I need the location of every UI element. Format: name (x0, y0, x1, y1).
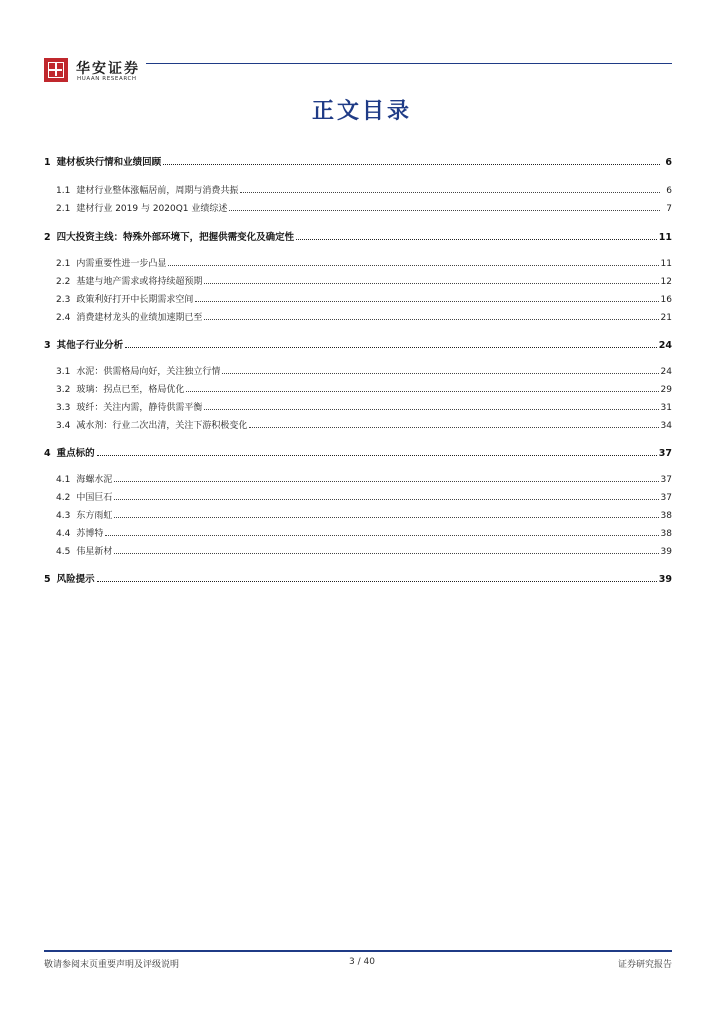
toc-entry-number: 3.2 (56, 385, 71, 395)
header-divider (146, 63, 672, 64)
toc-dot-leader (97, 454, 657, 456)
toc-dot-leader (204, 408, 658, 410)
toc-entry-page: 12 (660, 277, 672, 287)
toc-entry-title: 基建与地产需求或将持续超预期 (76, 277, 203, 287)
toc-entry-number: 3.1 (56, 367, 71, 377)
toc-entry-subsection[interactable] (44, 198, 672, 214)
toc-entry-number: 3 (44, 340, 51, 351)
toc-entry-number: 2.1 (56, 259, 71, 269)
toc-dot-leader (195, 300, 658, 302)
toc-entry-page: 39 (660, 547, 672, 557)
toc-entry-title: 风险提示 (56, 574, 95, 585)
toc-entry-number: 4.2 (56, 493, 71, 503)
company-logo (44, 58, 68, 82)
toc-entry-page: 38 (660, 529, 672, 539)
toc-entry-page: 6 (666, 186, 672, 196)
toc-dot-leader (114, 552, 658, 554)
toc-entry-page: 37 (660, 493, 672, 503)
toc-dot-leader (114, 480, 658, 482)
toc-entry-subsection[interactable] (44, 487, 672, 503)
toc-entry-page: 11 (658, 232, 672, 243)
toc-entry-page: 24 (660, 367, 672, 377)
toc-entry-page: 7 (666, 204, 672, 214)
page-number: 3 / 40 (349, 957, 375, 967)
toc-entry-subsection[interactable] (44, 289, 672, 305)
toc-dot-leader (240, 191, 660, 193)
toc-dot-leader (204, 282, 658, 284)
toc-entry-number: 4.3 (56, 511, 71, 521)
brand-name-en: HUAAN RESEARCH (77, 76, 137, 82)
toc-entry-title: 玻纤：关注内需，静待供需平衡 (76, 403, 203, 413)
toc-dot-leader (114, 516, 658, 518)
toc-dot-leader (204, 318, 658, 320)
toc-entry-page: 29 (660, 385, 672, 395)
toc-entry-number: 3.4 (56, 421, 71, 431)
toc-entry-title: 消费建材龙头的业绩加速期已至 (76, 313, 203, 323)
toc-entry-number: 5 (44, 574, 51, 585)
toc-entry-number: 2.3 (56, 295, 71, 305)
toc-entry-subsection[interactable] (44, 469, 672, 485)
toc-entry-page: 31 (660, 403, 672, 413)
toc-dot-leader (105, 534, 658, 536)
toc-entry-subsection[interactable] (44, 253, 672, 269)
toc-dot-leader (163, 163, 660, 165)
toc-entry-section[interactable] (44, 335, 672, 351)
toc-entry-page: 24 (658, 340, 672, 351)
toc-entry-title: 建材板块行情和业绩回顾 (56, 157, 162, 168)
toc-entry-section[interactable] (44, 227, 672, 243)
toc-entry-page: 16 (660, 295, 672, 305)
toc-dot-leader (186, 390, 658, 392)
toc-entry-page: 34 (660, 421, 672, 431)
toc-entry-title: 苏博特 (76, 529, 104, 539)
toc-entry-page: 39 (658, 574, 672, 585)
toc-dot-leader (114, 498, 658, 500)
toc-entry-title: 内需重要性进一步凸显 (76, 259, 167, 269)
toc-entry-page: 11 (660, 259, 672, 269)
toc-entry-number: 2.2 (56, 277, 71, 287)
page-title: 正文目录 (311, 99, 412, 124)
toc-entry-number: 2.4 (56, 313, 71, 323)
toc-dot-leader (229, 209, 660, 211)
toc-entry-subsection[interactable] (44, 505, 672, 521)
toc-dot-leader (249, 426, 658, 428)
toc-dot-leader (168, 264, 658, 266)
toc-dot-leader (125, 346, 657, 348)
toc-entry-title: 重点标的 (56, 448, 95, 459)
toc-entry-page: 6 (665, 157, 672, 168)
toc-entry-number: 2.1 (56, 204, 71, 214)
toc-entry-subsection[interactable] (44, 307, 672, 323)
toc-entry-title: 建材行业整体涨幅居前，周期与消费共振 (76, 186, 239, 196)
toc-entry-number: 4.1 (56, 475, 71, 485)
toc-entry-title: 政策利好打开中长期需求空间 (76, 295, 194, 305)
toc-entry-subsection[interactable] (44, 361, 672, 377)
toc-entry-title: 伟星新材 (76, 547, 113, 557)
toc-entry-page: 21 (660, 313, 672, 323)
toc-entry-subsection[interactable] (44, 271, 672, 287)
toc-entry-section[interactable] (44, 443, 672, 459)
toc-entry-subsection[interactable] (44, 397, 672, 413)
toc-entry-page: 37 (660, 475, 672, 485)
toc-entry-title: 中国巨石 (76, 493, 113, 503)
toc-entry-title: 四大投资主线：特殊外部环境下，把握供需变化及确定性 (56, 232, 295, 243)
toc-entry-title: 建材行业 2019 与 2020Q1 业绩综述 (76, 204, 228, 214)
toc-entry-subsection[interactable] (44, 180, 672, 196)
toc-entry-number: 4 (44, 448, 51, 459)
toc-entry-number: 4.4 (56, 529, 71, 539)
footer-disclaimer: 敬请参阅末页重要声明及评级说明 (44, 960, 180, 970)
toc-entry-section[interactable] (44, 152, 672, 168)
toc-entry-subsection[interactable] (44, 379, 672, 395)
toc-entry-subsection[interactable] (44, 541, 672, 557)
toc-entry-title: 水泥：供需格局向好，关注独立行情 (76, 367, 221, 377)
toc-entry-number: 4.5 (56, 547, 71, 557)
toc-dot-leader (296, 238, 657, 240)
toc-dot-leader (222, 372, 658, 374)
toc-entry-number: 2 (44, 232, 51, 243)
toc-entry-number: 1.1 (56, 186, 71, 196)
toc-entry-title: 减水剂：行业二次出清，关注下游积极变化 (76, 421, 248, 431)
toc-entry-page: 38 (660, 511, 672, 521)
toc-dot-leader (97, 580, 657, 582)
toc-entry-page: 37 (658, 448, 672, 459)
brand-name-cn: 华安证券 (76, 61, 140, 77)
toc-entry-number: 1 (44, 157, 51, 168)
toc-entry-section[interactable] (44, 569, 672, 585)
toc-entry-title: 玻璃：拐点已至，格局优化 (76, 385, 185, 395)
toc-entry-title: 其他子行业分析 (56, 340, 124, 351)
toc-entry-subsection[interactable] (44, 415, 672, 431)
toc-entry-title: 海螺水泥 (76, 475, 113, 485)
toc-entry-subsection[interactable] (44, 523, 672, 539)
toc-entry-title: 东方雨虹 (76, 511, 113, 521)
report-type: 证券研究报告 (617, 960, 672, 970)
toc-entry-number: 3.3 (56, 403, 71, 413)
footer-divider (44, 950, 672, 952)
